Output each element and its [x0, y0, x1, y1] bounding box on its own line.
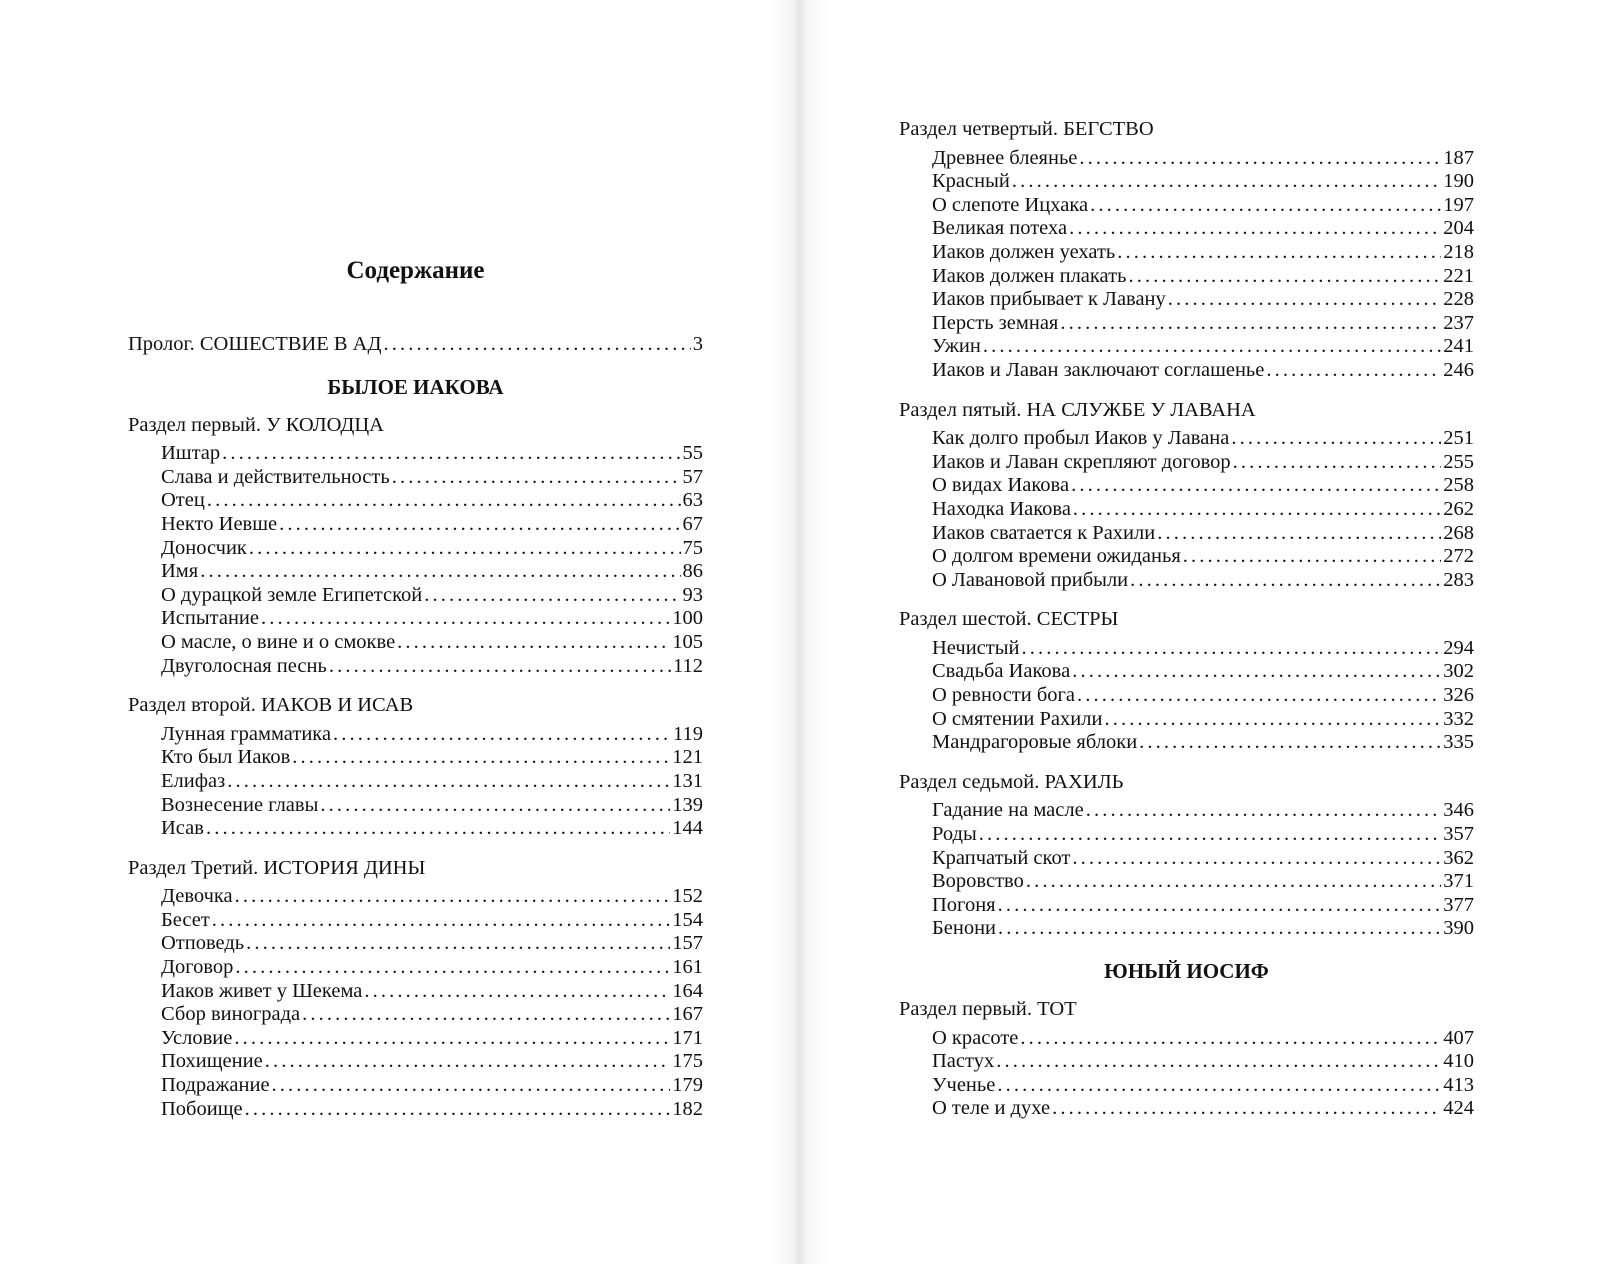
- leader-dots: [333, 723, 671, 747]
- leader-dots: [364, 980, 670, 1004]
- toc-entry-page: 86: [682, 560, 703, 583]
- toc-entry-title: Подражание: [161, 1074, 270, 1097]
- toc-entry[interactable]: [899, 637, 1474, 661]
- toc-entry-page: 167: [672, 1003, 703, 1026]
- toc-entry-title: О масле, о вине и о смокве: [161, 630, 396, 653]
- toc-entry-page: 171: [672, 1026, 703, 1049]
- toc-entry[interactable]: [899, 335, 1474, 359]
- leader-dots: [206, 817, 670, 841]
- toc-entry-page: 407: [1443, 1026, 1474, 1049]
- leader-dots: [1079, 147, 1441, 171]
- leader-dots: [1072, 660, 1441, 684]
- toc-entry-page: 326: [1443, 684, 1474, 707]
- toc-entry[interactable]: [899, 799, 1474, 823]
- toc-entry-page: 357: [1443, 823, 1474, 846]
- toc-entry-page: 3: [692, 333, 703, 355]
- toc-entry[interactable]: [899, 823, 1474, 847]
- leader-dots: [265, 1050, 671, 1074]
- toc-entry-title: Красный: [932, 170, 1010, 193]
- toc-entry-title: Иаков живет у Шекема: [161, 979, 363, 1002]
- leader-dots: [320, 794, 670, 818]
- leader-dots: [329, 655, 671, 679]
- section-heading: Раздел второй. ИАКОВ И ИСАВ: [128, 694, 414, 717]
- toc-entry-page: 197: [1443, 193, 1474, 216]
- leader-dots: [249, 537, 681, 561]
- toc-entry-title: Елифаз: [161, 769, 226, 792]
- toc-entry-page: 294: [1443, 636, 1474, 659]
- page-title: Содержание: [346, 257, 485, 284]
- toc-entry[interactable]: [899, 522, 1474, 546]
- toc-entry[interactable]: [899, 569, 1474, 593]
- leader-dots: [1168, 288, 1441, 312]
- toc-entry-title: Исав: [161, 817, 204, 840]
- toc-entry-page: 182: [672, 1097, 703, 1120]
- leader-dots: [1233, 451, 1442, 475]
- toc-entry-page: 157: [672, 932, 703, 955]
- toc-entry-title: Двуголосная песнь: [161, 654, 327, 677]
- toc-entry-page: 131: [672, 769, 703, 792]
- toc-entry[interactable]: [128, 1027, 703, 1051]
- leader-dots: [1104, 708, 1441, 732]
- toc-entry-page: 255: [1443, 450, 1474, 473]
- toc-entry-page: 237: [1443, 311, 1474, 334]
- toc-entry[interactable]: [899, 894, 1474, 918]
- toc-entry-title: О смятении Рахили: [932, 707, 1103, 730]
- leader-dots: [1077, 684, 1441, 708]
- right-sections-b: [899, 998, 1474, 1121]
- toc-entry-title: Кто был Иаков: [161, 746, 291, 769]
- leader-dots: [1020, 1027, 1441, 1051]
- section-heading: Раздел седьмой. РАХИЛЬ: [899, 770, 1124, 793]
- toc-entry-page: 144: [672, 817, 703, 840]
- leader-dots: [1073, 498, 1441, 522]
- toc-entry-title: Доносчик: [161, 536, 247, 559]
- leader-dots: [1139, 731, 1441, 755]
- leader-dots: [200, 560, 680, 584]
- toc-entry[interactable]: [128, 794, 703, 818]
- toc-entry-title: Погоня: [932, 893, 996, 916]
- toc-entry-page: 75: [682, 536, 703, 559]
- leader-dots: [1117, 241, 1441, 265]
- toc-entry[interactable]: [128, 817, 703, 841]
- toc-entry-page: 204: [1443, 217, 1474, 240]
- leader-dots: [222, 442, 680, 466]
- toc-entry-title: Иаков и Лаван заключают соглашенье: [932, 358, 1265, 381]
- leader-dots: [246, 932, 670, 956]
- leader-dots: [1026, 870, 1441, 894]
- toc-entry-page: 302: [1443, 660, 1474, 683]
- leader-dots: [1071, 474, 1441, 498]
- toc-entry-page: 332: [1443, 707, 1474, 730]
- toc-entry-page: 424: [1443, 1097, 1474, 1120]
- toc-entry-title: Иаков должен уехать: [932, 240, 1116, 263]
- toc-entry-page: 251: [1443, 427, 1474, 450]
- toc-entry[interactable]: [899, 708, 1474, 732]
- toc-entry[interactable]: [899, 312, 1474, 336]
- toc-entry[interactable]: [899, 427, 1474, 451]
- right-sections-a: [899, 118, 1474, 941]
- toc-entry[interactable]: [899, 1097, 1474, 1121]
- toc-entry-page: 268: [1443, 521, 1474, 544]
- leader-dots: [997, 1074, 1441, 1098]
- toc-entry-page: 67: [682, 512, 703, 535]
- toc-entry-title: Бесет: [161, 908, 210, 931]
- section-heading: Раздел первый. ТОТ: [899, 998, 1077, 1020]
- leader-dots: [261, 607, 670, 631]
- toc-entry[interactable]: [899, 1050, 1474, 1074]
- toc-entry[interactable]: [128, 631, 703, 655]
- leader-dots: [1069, 217, 1441, 241]
- section-heading: Раздел первый. У КОЛОДЦА: [128, 413, 384, 436]
- toc-entry-page: 272: [1443, 545, 1474, 568]
- leader-dots: [292, 746, 670, 770]
- left-sections: [128, 414, 703, 1122]
- left-page: [0, 0, 796, 1264]
- toc-entry[interactable]: [899, 288, 1474, 312]
- toc-entry[interactable]: [899, 194, 1474, 218]
- toc-entry[interactable]: [128, 980, 703, 1004]
- toc-entry-page: 371: [1443, 870, 1474, 893]
- toc-entry-title: Испытание: [161, 607, 259, 630]
- leader-dots: [272, 1074, 671, 1098]
- toc-entry-title: Условие: [161, 1026, 233, 1049]
- toc-entry[interactable]: [899, 265, 1474, 289]
- toc-entry-title: Иаков сватается к Рахили: [932, 521, 1156, 544]
- toc-entry[interactable]: [128, 1003, 703, 1027]
- leader-dots: [1090, 194, 1441, 218]
- toc-entry[interactable]: [128, 909, 703, 933]
- leader-dots: [1060, 312, 1441, 336]
- toc-entry-title: Свадьба Иакова: [932, 660, 1071, 683]
- toc-entry-title: Отец: [161, 489, 205, 512]
- toc-entry-page: 179: [672, 1074, 703, 1097]
- toc-entry-title: Иаков прибывает к Лавану: [932, 288, 1166, 311]
- toc-entry[interactable]: [899, 474, 1474, 498]
- toc-entry[interactable]: [899, 147, 1474, 171]
- toc-entry-page: 190: [1443, 170, 1474, 193]
- toc-entry-title: Некто Иевше: [161, 512, 278, 535]
- toc-entry[interactable]: [899, 217, 1474, 241]
- toc-entry[interactable]: [128, 1098, 703, 1122]
- toc-entry-title: Пастух: [932, 1050, 995, 1073]
- toc-entry[interactable]: [899, 870, 1474, 894]
- section-heading: Раздел пятый. НА СЛУЖБЕ У ЛАВАНА: [899, 398, 1256, 421]
- toc-entry-title: О долгом времени ожиданья: [932, 545, 1181, 568]
- toc-entry[interactable]: [899, 241, 1474, 265]
- toc-entry[interactable]: [899, 684, 1474, 708]
- toc-entry[interactable]: [128, 932, 703, 956]
- toc-entry-page: 377: [1443, 893, 1474, 916]
- toc-entry[interactable]: [128, 537, 703, 561]
- toc-entry-page: 121: [672, 746, 703, 769]
- leader-dots: [235, 885, 671, 909]
- toc-entry-title: Гадание на масле: [932, 799, 1084, 822]
- leader-dots: [1012, 170, 1441, 194]
- toc-entry-page: 228: [1443, 288, 1474, 311]
- toc-entry[interactable]: [128, 489, 703, 513]
- toc-entry-title: Находка Иакова: [932, 497, 1071, 520]
- toc-entry-page: 119: [673, 722, 703, 745]
- leader-dots: [234, 1027, 670, 1051]
- leader-dots: [1086, 799, 1442, 823]
- toc-entry[interactable]: [128, 885, 703, 909]
- leader-dots: [245, 1098, 671, 1122]
- toc-entry-page: 335: [1443, 731, 1474, 754]
- toc-entry-page: 175: [672, 1050, 703, 1073]
- leader-dots: [1183, 545, 1442, 569]
- leader-dots: [1231, 427, 1441, 451]
- toc-entry[interactable]: [128, 560, 703, 584]
- toc-entry-title: Побоище: [161, 1097, 243, 1120]
- toc-entry-page: 346: [1443, 799, 1474, 822]
- toc-entry[interactable]: [899, 451, 1474, 475]
- toc-entry-page: 390: [1443, 917, 1474, 940]
- toc-entry-page: 258: [1443, 474, 1474, 497]
- toc-entry-title: Слава и действительность: [161, 465, 390, 488]
- toc-entry-title: О Лавановой прибыли: [932, 568, 1129, 591]
- part-title: БЫЛОЕ ИАКОВА: [327, 374, 504, 399]
- toc-entry-title: Имя: [161, 560, 199, 583]
- toc-entry-title: О красоте: [932, 1026, 1019, 1049]
- leader-dots: [1072, 847, 1441, 871]
- toc-entry-title: Лунная грамматика: [161, 722, 332, 745]
- toc-entry-title: Великая потеха: [932, 217, 1068, 240]
- toc-entry-title: Персть земная: [932, 311, 1059, 334]
- toc-entry-page: 57: [682, 465, 703, 488]
- toc-entry-title: Нечистый: [932, 636, 1020, 659]
- leader-dots: [302, 1003, 670, 1027]
- toc-entry[interactable]: [128, 770, 703, 794]
- section-heading: Раздел Третий. ИСТОРИЯ ДИНЫ: [128, 856, 426, 879]
- leader-dots: [227, 770, 670, 794]
- toc-entry-title: Похищение: [161, 1050, 263, 1073]
- leader-dots: [1052, 1097, 1441, 1121]
- leader-dots: [1021, 637, 1441, 661]
- toc-entry-title: Девочка: [161, 885, 233, 908]
- toc-entry-title: О ревности бога: [932, 684, 1076, 707]
- toc-entry[interactable]: [899, 660, 1474, 684]
- leader-dots: [1128, 265, 1441, 289]
- leader-dots: [235, 956, 670, 980]
- toc-entry-title: Иштар: [161, 442, 221, 465]
- toc-entry-page: 246: [1443, 358, 1474, 381]
- toc-entry-title: Крапчатый скот: [932, 846, 1071, 869]
- leader-dots: [212, 909, 670, 933]
- toc-entry[interactable]: [128, 1050, 703, 1074]
- toc-entry-page: 112: [673, 654, 703, 677]
- toc-entry-title: Мандрагоровые яблоки: [932, 731, 1138, 754]
- toc-entry-page: 55: [682, 442, 703, 465]
- toc-entry[interactable]: [128, 655, 703, 679]
- leader-dots: [1157, 522, 1441, 546]
- toc-entry[interactable]: [899, 1074, 1474, 1098]
- leader-dots: [1266, 359, 1441, 383]
- toc-entry-page: 410: [1443, 1050, 1474, 1073]
- toc-entry-title: О видах Иакова: [932, 474, 1070, 497]
- leader-dots: [983, 335, 1441, 359]
- toc-entry-title: Иаков должен плакать: [932, 264, 1127, 287]
- toc-entry-title: Как долго пробыл Иаков у Лавана: [932, 427, 1230, 450]
- toc-entry[interactable]: [128, 607, 703, 631]
- toc-entry[interactable]: [899, 1027, 1474, 1051]
- section-heading: Раздел шестой. СЕСТРЫ: [899, 608, 1119, 631]
- toc-entry[interactable]: [128, 442, 703, 466]
- toc-entry[interactable]: [128, 956, 703, 980]
- toc-entry-title: Роды: [932, 823, 977, 846]
- leader-dots: [397, 631, 670, 655]
- toc-entry[interactable]: [899, 359, 1474, 383]
- toc-entry-title: Договор: [161, 956, 234, 979]
- toc-entry[interactable]: [899, 170, 1474, 194]
- toc-entry[interactable]: [128, 723, 703, 747]
- leader-dots: [392, 466, 681, 490]
- toc-entry[interactable]: [899, 731, 1474, 755]
- toc-entry[interactable]: [128, 584, 703, 608]
- toc-entry-page: 93: [682, 583, 703, 606]
- toc-entry-page: 283: [1443, 568, 1474, 591]
- toc-entry-title: Бенони: [932, 917, 997, 940]
- toc-entry-page: 100: [672, 607, 703, 630]
- toc-entry-page: 139: [672, 793, 703, 816]
- toc-entry-page: 187: [1443, 146, 1474, 169]
- toc-entry-page: 362: [1443, 846, 1474, 869]
- toc-entry-title: О слепоте Ицхака: [932, 193, 1089, 216]
- toc-entry-page: 161: [672, 956, 703, 979]
- toc-entry-title: О теле и духе: [932, 1097, 1051, 1120]
- toc-entry-page: 218: [1443, 240, 1474, 263]
- leader-dots: [998, 917, 1441, 941]
- toc-entry-page: 105: [672, 630, 703, 653]
- toc-entry[interactable]: [128, 746, 703, 770]
- toc-entry-prologue[interactable]: [128, 333, 703, 357]
- toc-entry-title: Ужин: [932, 335, 981, 358]
- toc-entry[interactable]: [128, 1074, 703, 1098]
- toc-entry-title: Древнее блеянье: [932, 146, 1078, 169]
- toc-entry-page: 262: [1443, 497, 1474, 520]
- toc-entry-page: 164: [672, 979, 703, 1002]
- toc-entry-title: Сбор винограда: [161, 1003, 301, 1026]
- right-toc-column: [899, 118, 1474, 1121]
- toc-entry-page: 152: [672, 885, 703, 908]
- toc-entry-page: 241: [1443, 335, 1474, 358]
- toc-entry[interactable]: [899, 847, 1474, 871]
- leader-dots: [1130, 569, 1441, 593]
- part-title: ЮНЫЙ ИОСИФ: [1104, 959, 1269, 983]
- toc-entry-title: О дурацкой земле Египетской: [161, 583, 423, 606]
- leader-dots: [996, 1050, 1441, 1074]
- toc-entry[interactable]: [899, 498, 1474, 522]
- section-heading: Раздел четвертый. БЕГСТВО: [899, 118, 1154, 140]
- toc-entry-page: 154: [672, 908, 703, 931]
- toc-entry[interactable]: [899, 917, 1474, 941]
- leader-dots: [424, 584, 680, 608]
- leader-dots: [998, 894, 1442, 918]
- toc-entry-page: 413: [1443, 1073, 1474, 1096]
- left-toc-column: [128, 333, 703, 1121]
- leader-dots: [383, 333, 690, 357]
- toc-entry-title: Воровство: [932, 870, 1024, 893]
- toc-entry-title: Вознесение главы: [161, 793, 319, 816]
- leader-dots: [207, 489, 681, 513]
- toc-entry-page: 63: [682, 489, 703, 512]
- toc-entry[interactable]: [899, 545, 1474, 569]
- toc-entry[interactable]: [128, 466, 703, 490]
- toc-entry[interactable]: [128, 513, 703, 537]
- toc-entry-page: 221: [1443, 264, 1474, 287]
- toc-entry-title: Иаков и Лаван скрепляют договор: [932, 450, 1231, 473]
- toc-entry-title: Отповедь: [161, 932, 245, 955]
- toc-entry-title: Пролог. СОШЕСТВИЕ В АД: [128, 333, 382, 355]
- leader-dots: [279, 513, 680, 537]
- leader-dots: [979, 823, 1441, 847]
- toc-entry-title: Ученье: [932, 1073, 996, 1096]
